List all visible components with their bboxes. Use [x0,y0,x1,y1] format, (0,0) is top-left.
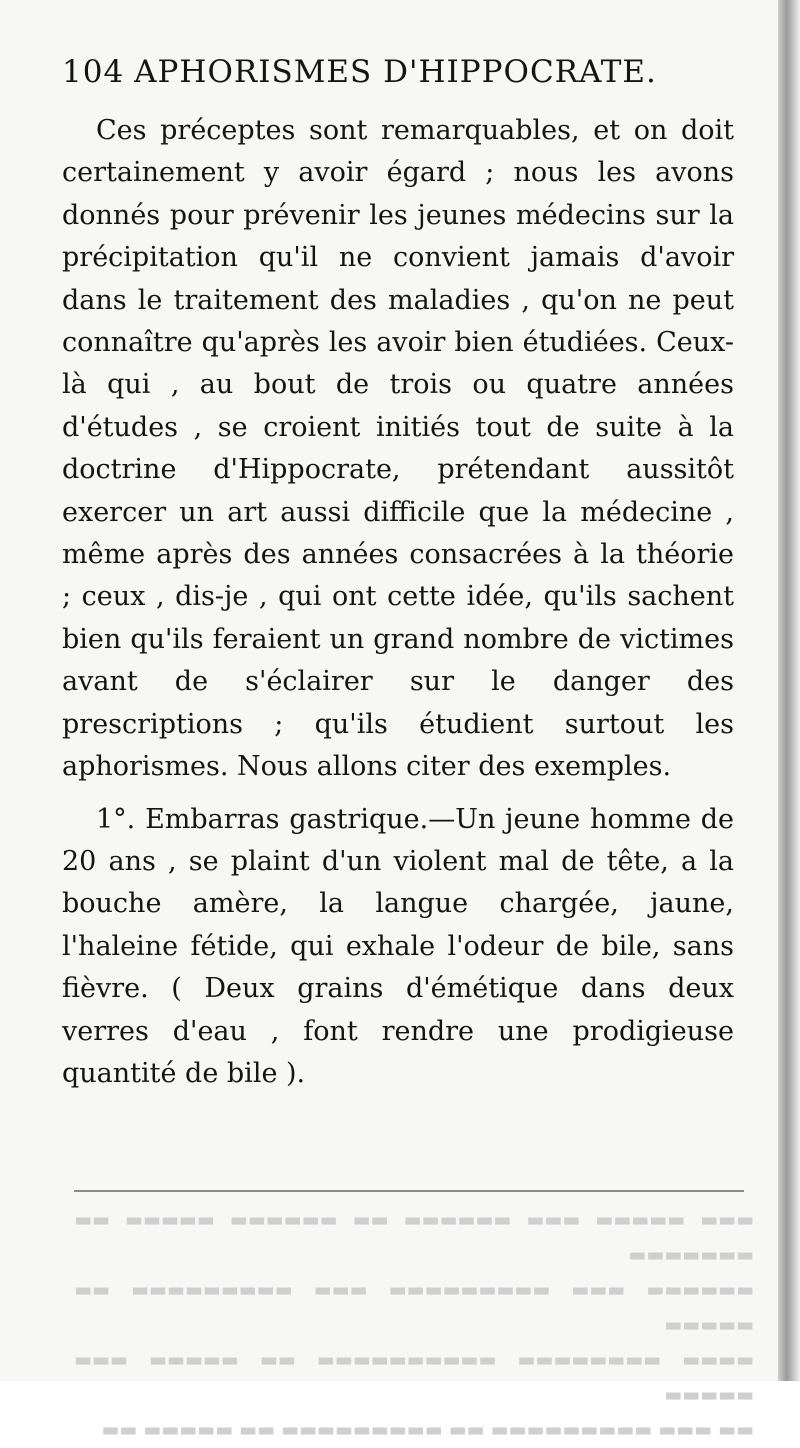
footnote-rule [74,1190,744,1192]
running-header [62,54,682,90]
show-through-texture: ▬▬▬ ▬▬▬▬▬ ▬▬▬ ▬▬▬▬▬▬ ▬▬ ▬▬▬▬▬▬ ▬▬▬▬▬ ▬▬ ▬▬▬▬▬▬▬ ▬▬▬▬▬▬ ▬▬▬ ▬▬▬▬▬▬▬▬▬ ▬▬▬ ▬▬▬▬▬▬▬▬▬ ▬▬ ▬▬▬▬▬ ▬▬▬▬ ▬▬▬▬▬▬▬▬ ▬▬▬▬▬▬▬▬▬▬ ▬▬ ▬▬▬▬▬ ▬▬▬ ▬▬▬▬▬ ▬▬ ▬▬▬ ▬▬▬▬▬▬▬▬▬ ▬▬ ▬▬▬▬▬▬▬▬▬ ▬▬ ▬▬▬▬▬ ▬▬ [74,1209,754,1441]
running-title: APHORISMES D'HIPPOCRATE. [134,54,657,90]
body-text [62,110,734,1095]
page-number: 104 [62,54,125,90]
paragraph-case-1: 1°. Embarras gastrique.—Un jeune homme de 20 ans , se plaint d'un violent mal de tête, a la bouche amère, la langue chargée, jaune, l'haleine fétide, qui exhale l'odeur de bile, sans fièvre. ( Deux grains d'émétique dans deux verres d'eau , font rendre une prodigieuse quantité de bile ). [62,803,734,1089]
paragraph-commentary: Ces préceptes sont remarquables, et on doit certainement y avoir égard ; nous les avons donnés pour prévenir les jeunes médecins sur la précipitation qu'il ne convient jamais d'avoir dans le traitement des maladies , qu'on ne peut connaître qu'après les avoir bien étudiées. Ceux-là qui , au bout de trois ou quatre années d'études , se croient initiés tout de suite à la doctrine d'Hippocrate, prétendant aussitôt exercer un art aussi difficile que la médecine , même après des années consacrées à la théorie ; ceux , dis-je , qui ont cette idée, qu'ils sachent bien qu'ils feraient un grand nombre de victimes avant de s'éclairer sur le danger des prescriptions ; qu'ils étudient surtout les aphorismes. Nous allons citer des exemples. [62,115,734,783]
